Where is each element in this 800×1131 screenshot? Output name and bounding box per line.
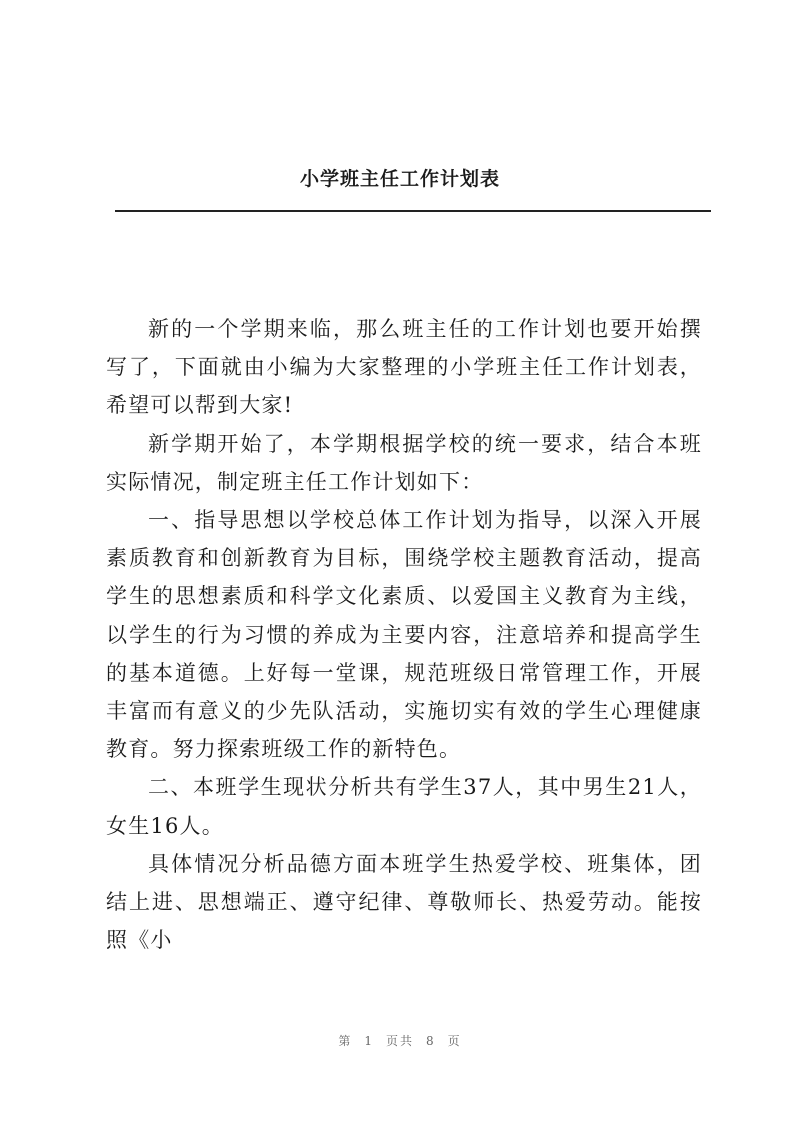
paragraph-plan-intro: 新学期开始了，本学期根据学校的统一要求，结合本班实际情况，制定班主任工作计划如下： <box>106 431 702 494</box>
document-title: 小学班主任工作计划表 <box>299 168 500 190</box>
footer-suffix: 页 <box>447 1034 462 1048</box>
document-body <box>106 310 702 959</box>
paragraph-guiding-idea: 一、指导思想以学校总体工作计划为指导，以深入开展素质教育和创新教育为目标，围绕学校主题教育活动，提高学生的思想素质和科学文化素质、以爱国主义教育为主线，以学生的行为习惯的养成为主要内容，注意培养和提高学生的基本道德。上好每一堂课，规范班级日常管理工作，开展丰富而有意义的少先队活动，实施切实有效的学生心理健康教育。努力探索班级工作的新特色。 <box>106 508 702 762</box>
footer-current-page: 1 <box>364 1034 374 1048</box>
paragraph-analysis: 具体情况分析品德方面本班学生热爱学校、班集体，团结上进、思想端正、遵守纪律、尊敬师长、热爱劳动。能按照《小 <box>106 851 702 953</box>
footer-prefix: 第 <box>338 1034 353 1048</box>
title-divider <box>115 210 711 212</box>
footer-total-pages: 8 <box>426 1034 436 1048</box>
footer-middle: 页共 <box>385 1034 414 1048</box>
paragraph-student-status: 二、本班学生现状分析共有学生37人，其中男生21人，女生16人。 <box>106 775 702 838</box>
paragraph-intro: 新的一个学期来临，那么班主任的工作计划也要开始撰写了，下面就由小编为大家整理的小学班主任工作计划表，希望可以帮到大家! <box>106 317 702 418</box>
page-footer <box>0 1032 800 1049</box>
